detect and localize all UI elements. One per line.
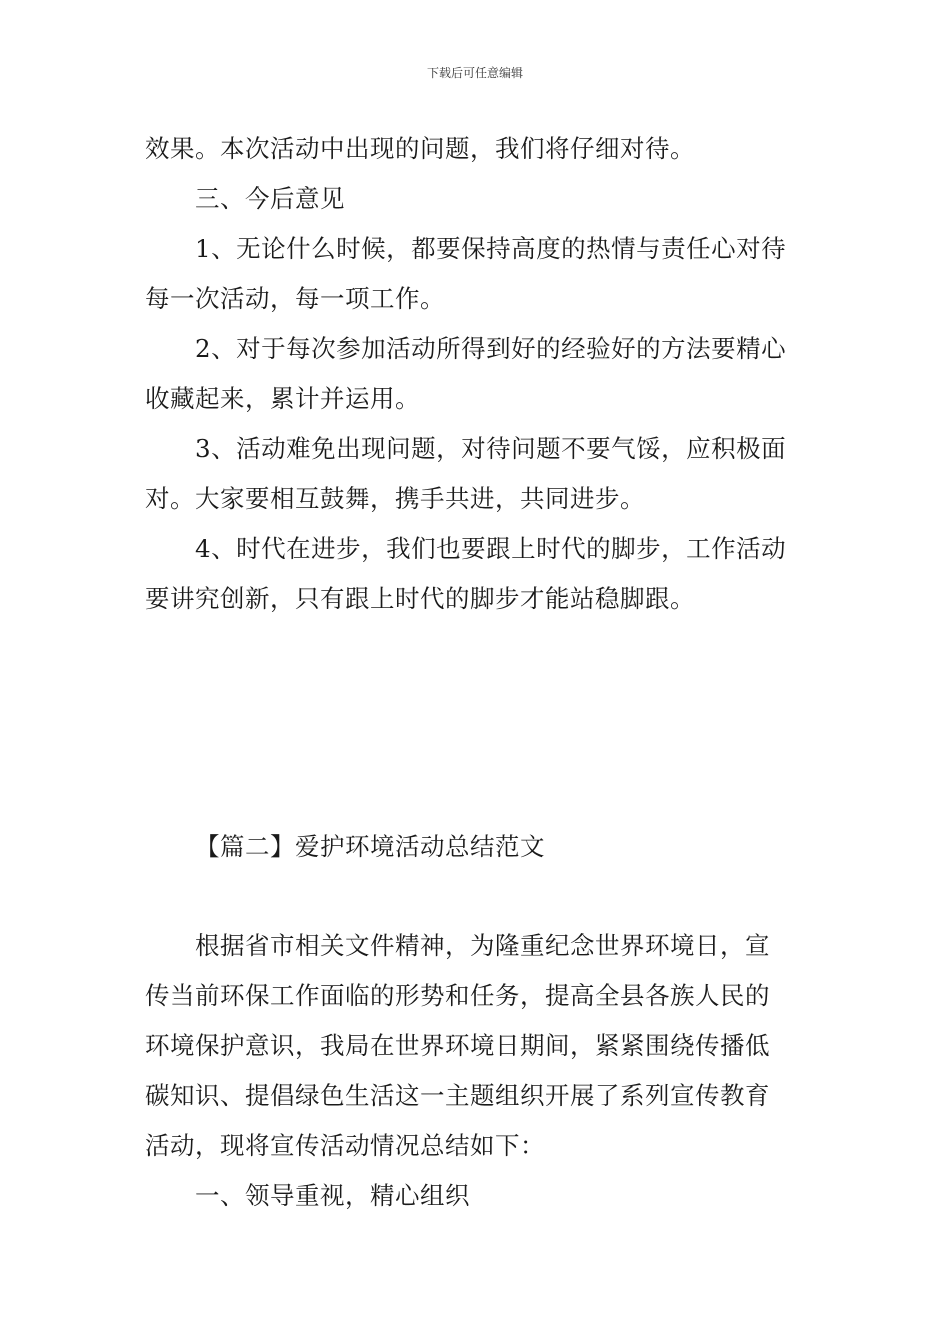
text-line: 3、活动难免出现问题，对待问题不要气馁，应积极面: [195, 434, 787, 463]
text-line: 根据省市相关文件精神，为隆重纪念世界环境日，宣: [195, 931, 770, 960]
text-line: 4、时代在进步，我们也要跟上时代的脚步，工作活动: [195, 534, 787, 563]
text-line: 1、无论什么时候，都要保持高度的热情与责任心对待: [195, 234, 787, 263]
text-line: 传当前环保工作面临的形势和任务，提高全县各族人民的: [145, 981, 770, 1010]
article-title: 【篇二】爱护环境活动总结范文: [195, 832, 545, 861]
text-line: 每一次活动，每一项工作。: [145, 284, 445, 313]
page-header: 下载后可任意编辑: [426, 66, 523, 80]
text-line: 收藏起来，累计并运用。: [145, 384, 420, 413]
text-line: 碳知识、提倡绿色生活这一主题组织开展了系列宣传教育: [145, 1081, 770, 1110]
text-line: 活动，现将宣传活动情况总结如下：: [145, 1131, 545, 1160]
text-line: 2、对于每次参加活动所得到好的经验好的方法要精心: [195, 334, 787, 363]
text-line: 对。大家要相互鼓舞，携手共进，共同进步。: [145, 484, 645, 513]
text-line: 要讲究创新，只有跟上时代的脚步才能站稳脚跟。: [145, 584, 695, 613]
section-heading: 一、领导重视，精心组织: [195, 1181, 470, 1210]
text-line: 效果。本次活动中出现的问题，我们将仔细对待。: [145, 134, 695, 163]
text-line: 环境保护意识，我局在世界环境日期间，紧紧围绕传播低: [145, 1031, 770, 1060]
section-heading: 三、今后意见: [195, 184, 345, 213]
